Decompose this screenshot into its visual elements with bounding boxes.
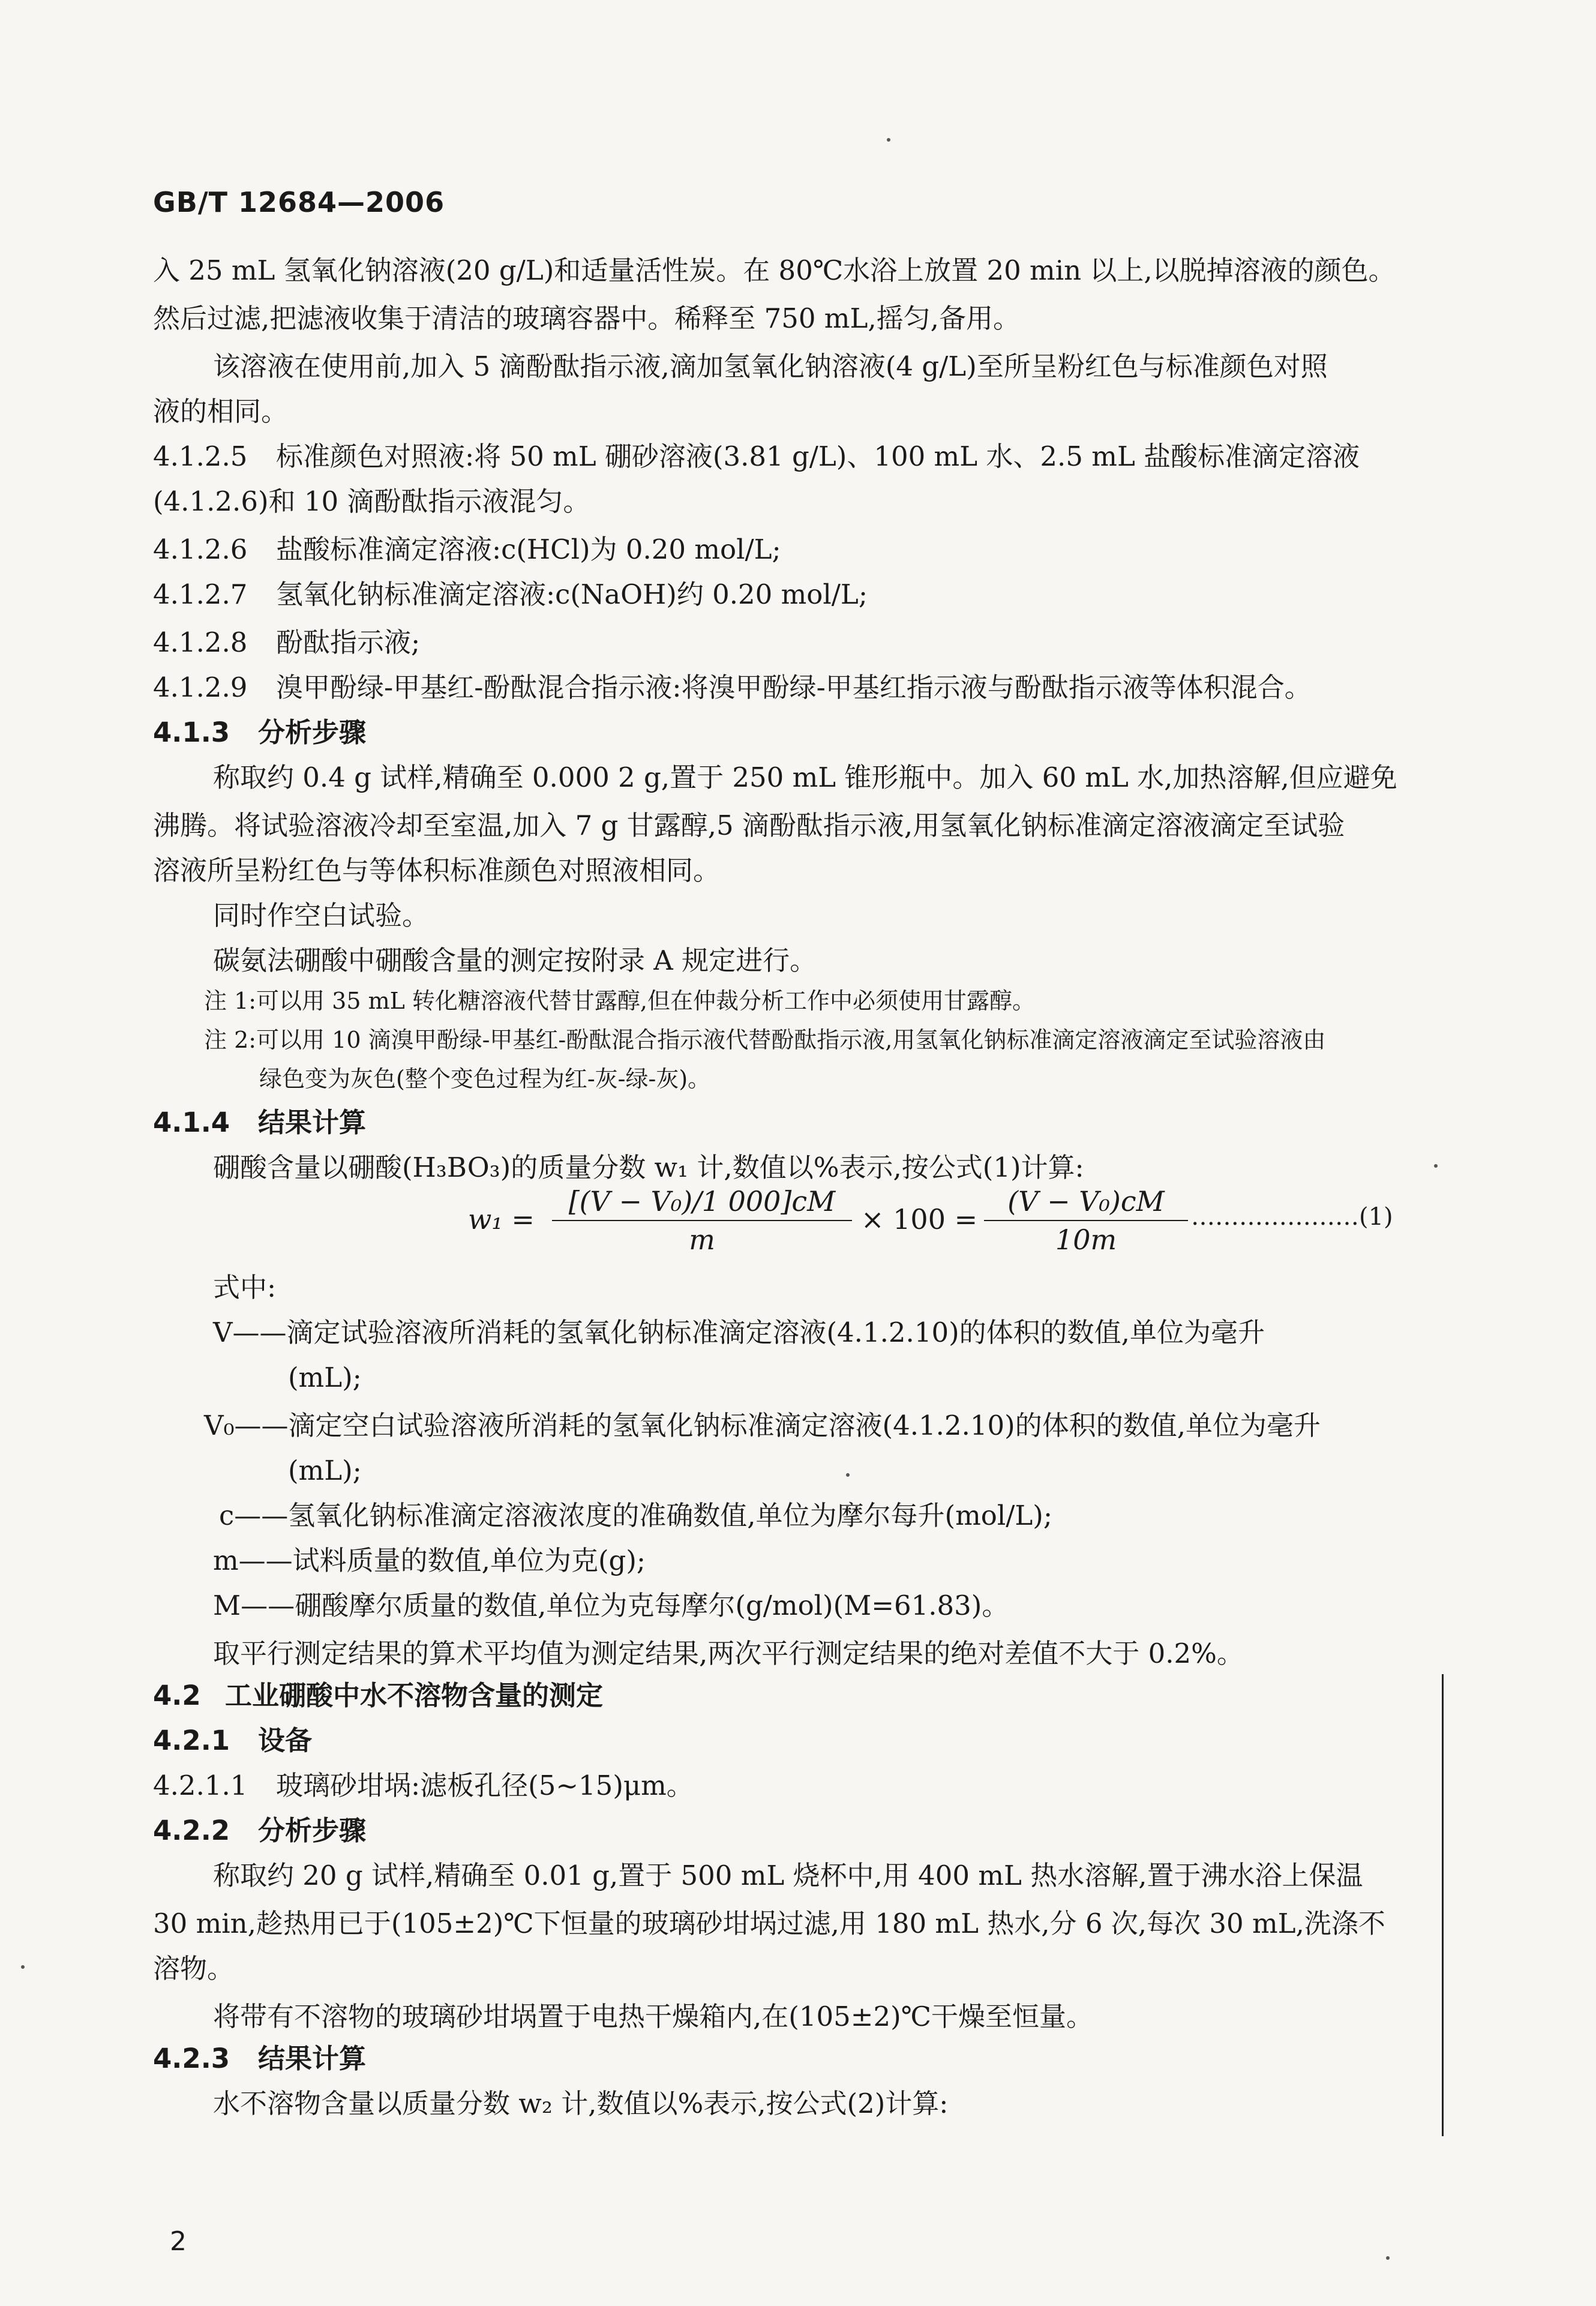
heading-text: 分析步骤 xyxy=(258,1815,367,1846)
fraction-numerator: [(V − V₀)/1 000]cM xyxy=(552,1185,852,1221)
clause-text: 溴甲酚绿-甲基红-酚酞混合指示液:将溴甲酚绿-甲基红指示液与酚酞指示液等体积混合。 xyxy=(276,671,1312,703)
heading-number: 4.2.1 xyxy=(153,1725,230,1756)
clause-text: 标准颜色对照液:将 50 mL 硼砂溶液(3.81 g/L)、100 mL 水、2.5 mL 盐酸标准滴定溶液 xyxy=(276,440,1360,472)
text-line: 称取约 20 g 试样,精确至 0.01 g,置于 500 mL 烧杯中,用 400 mL 热水溶解,置于沸水浴上保温 xyxy=(213,1860,1363,1891)
text-line: 沸腾。将试验溶液冷却至室温,加入 7 g 甘露醇,5 滴酚酞指示液,用氢氧化钠标准滴定溶液滴定至试验 xyxy=(153,809,1345,841)
clause-text: 氢氧化钠标准滴定溶液:c(NaOH)约 0.20 mol/L; xyxy=(276,578,868,610)
clause-4-2-1-1 xyxy=(153,1769,694,1803)
text-line: 同时作空白试验。 xyxy=(213,899,430,931)
heading-text: 设备 xyxy=(258,1725,313,1756)
scan-speck xyxy=(846,1473,850,1477)
var-definition: c——氢氧化钠标准滴定溶液浓度的准确数值,单位为摩尔每升(mol/L); xyxy=(219,1500,1052,1531)
formula-fraction-1 xyxy=(552,1185,852,1256)
text-line: 式中: xyxy=(213,1272,277,1303)
text-line: 称取约 0.4 g 试样,精确至 0.000 2 g,置于 250 mL 锥形瓶中。加入 60 mL 水,加热溶解,但应避免 xyxy=(213,761,1397,793)
clause-number: 4.1.2.9 xyxy=(153,671,248,703)
heading-number: 4.2 xyxy=(153,1680,201,1711)
heading-4-1-3 xyxy=(153,716,366,749)
text-line: 碳氨法硼酸中硼酸含量的测定按附录 A 规定进行。 xyxy=(213,944,817,976)
clause-4-1-2-9 xyxy=(153,671,1312,704)
clause-4-1-2-7 xyxy=(153,578,868,611)
fraction-denominator: m xyxy=(689,1224,715,1256)
heading-text: 工业硼酸中水不溶物含量的测定 xyxy=(225,1680,604,1711)
text-line: 然后过滤,把滤液收集于清洁的玻璃容器中。稀释至 750 mL,摇匀,备用。 xyxy=(153,302,1020,334)
fraction-numerator: (V − V₀)cM xyxy=(984,1185,1188,1221)
scan-speck xyxy=(21,1965,25,1969)
page-number: 2 xyxy=(170,2226,187,2257)
var-definition: V——滴定试验溶液所消耗的氢氧化钠标准滴定溶液(4.1.2.10)的体积的数值,单位为毫升 xyxy=(213,1317,1265,1348)
text-line: 液的相同。 xyxy=(153,395,289,427)
formula-1 xyxy=(456,1185,1596,1257)
text-line: 入 25 mL 氢氧化钠溶液(20 g/L)和适量活性炭。在 80℃水浴上放置 20 min 以上,以脱掉溶液的颜色。 xyxy=(153,254,1396,286)
heading-4-2-2 xyxy=(153,1814,366,1848)
text-line: (mL); xyxy=(288,1362,362,1393)
text-line: 水不溶物含量以质量分数 w₂ 计,数值以%表示,按公式(2)计算: xyxy=(213,2088,949,2119)
text-line: 该溶液在使用前,加入 5 滴酚酞指示液,滴加氢氧化钠溶液(4 g/L)至所呈粉红色与标准颜色对照 xyxy=(213,350,1328,382)
text-line: 溶液所呈粉红色与等体积标准颜色对照液相同。 xyxy=(153,854,721,886)
formula-times: × 100 = xyxy=(861,1203,978,1236)
heading-4-2-3 xyxy=(153,2042,366,2076)
text-line: (4.1.2.6)和 10 滴酚酞指示液混匀。 xyxy=(153,485,590,517)
formula-label: …………………(1) xyxy=(1191,1203,1393,1231)
text-line: 取平行测定结果的算术平均值为测定结果,两次平行测定结果的绝对差值不大于 0.2%。 xyxy=(213,1638,1244,1669)
text-line: 溶物。 xyxy=(153,1953,235,1984)
clause-text: 玻璃砂坩埚:滤板孔径(5~15)μm。 xyxy=(276,1770,694,1801)
margin-scan-line xyxy=(1442,1674,1444,2136)
heading-4-2 xyxy=(153,1679,603,1713)
clause-number: 4.1.2.7 xyxy=(153,578,248,610)
note-2: 注 2:可以用 10 滴溴甲酚绿-甲基红-酚酞混合指示液代替酚酞指示液,用氢氧化钠标准滴定溶液滴定至试验溶液由 xyxy=(204,1027,1326,1053)
text-line: 将带有不溶物的玻璃砂坩埚置于电热干燥箱内,在(105±2)℃干燥至恒量。 xyxy=(213,2001,1093,2032)
scan-speck xyxy=(1434,1164,1438,1168)
clause-4-1-2-5 xyxy=(153,440,1360,473)
clause-number: 4.1.2.5 xyxy=(153,440,248,472)
clause-text: 盐酸标准滴定溶液:c(HCl)为 0.20 mol/L; xyxy=(276,533,781,565)
clause-4-1-2-8 xyxy=(153,626,420,659)
clause-number: 4.1.2.8 xyxy=(153,626,248,658)
formula-lhs: w₁ = xyxy=(468,1203,535,1236)
clause-4-1-2-6 xyxy=(153,533,781,566)
heading-text: 分析步骤 xyxy=(258,716,367,748)
clause-number: 4.2.1.1 xyxy=(153,1770,248,1801)
heading-4-2-1 xyxy=(153,1724,312,1758)
heading-number: 4.1.4 xyxy=(153,1106,230,1138)
fraction-denominator: 10m xyxy=(1055,1224,1117,1256)
heading-text: 结果计算 xyxy=(258,1106,367,1138)
clause-number: 4.1.2.6 xyxy=(153,533,248,565)
heading-number: 4.1.3 xyxy=(153,716,230,748)
heading-text: 结果计算 xyxy=(258,2043,367,2074)
standard-code-header: GB/T 12684—2006 xyxy=(153,186,445,218)
var-definition: V₀——滴定空白试验溶液所消耗的氢氧化钠标准滴定溶液(4.1.2.10)的体积的数值,单位为毫升 xyxy=(204,1410,1321,1441)
text-line: (mL); xyxy=(288,1455,362,1486)
var-definition: M——硼酸摩尔质量的数值,单位为克每摩尔(g/mol)(M=61.83)。 xyxy=(213,1590,1009,1621)
formula-fraction-2 xyxy=(984,1185,1188,1256)
text-line: 硼酸含量以硼酸(H₃BO₃)的质量分数 w₁ 计,数值以%表示,按公式(1)计算: xyxy=(213,1151,1084,1183)
heading-4-1-4 xyxy=(153,1106,366,1139)
clause-text: 酚酞指示液; xyxy=(276,626,421,658)
note-2-cont: 绿色变为灰色(整个变色过程为红-灰-绿-灰)。 xyxy=(259,1066,711,1092)
text-line: 30 min,趁热用已于(105±2)℃下恒量的玻璃砂坩埚过滤,用 180 mL 热水,分 6 次,每次 30 mL,洗涤不 xyxy=(153,1908,1385,1939)
var-definition: m——试料质量的数值,单位为克(g); xyxy=(213,1545,646,1576)
heading-number: 4.2.2 xyxy=(153,1815,230,1846)
scan-speck xyxy=(887,138,890,142)
scan-speck xyxy=(1386,2256,1390,2260)
note-1: 注 1:可以用 35 mL 转化糖溶液代替甘露醇,但在仲裁分析工作中必须使用甘露醇。 xyxy=(204,988,1035,1014)
heading-number: 4.2.3 xyxy=(153,2043,230,2074)
